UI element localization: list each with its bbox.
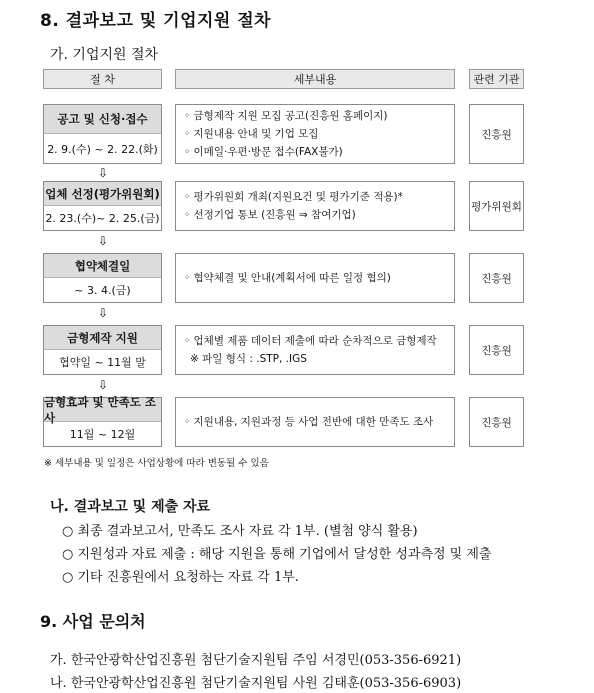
detail-line: ※ 파일 형식 : .STP, .IGS (190, 353, 307, 365)
step-org: 평가위원회 (469, 181, 524, 231)
bullet-item: ○ 최종 결과보고서, 만족도 조사 자료 각 1부. (별첨 양식 활용) (62, 524, 418, 539)
step-details (175, 181, 455, 231)
step-name: 협약체결일 (44, 254, 161, 278)
detail-line: ◦ 지원내용 안내 및 기업 모집 (184, 128, 319, 140)
step-details (175, 397, 455, 447)
step-details (175, 325, 455, 375)
detail-line: ◦ 지원내용, 지원과정 등 사업 전반에 대한 만족도 조사 (184, 416, 434, 428)
section8-title: 8. 결과보고 및 기업지원 절차 (40, 11, 272, 31)
detail-line: ◦ 협약체결 및 안내(계획서에 따른 일정 협의) (184, 272, 391, 284)
detail-line: ◦ 이메일·우편·방문 접수(FAX불가) (184, 146, 343, 158)
contact-item: 가. 한국안광학산업진흥원 첨단기술지원팀 주임 서경민(053-356-6921) (50, 653, 462, 668)
step-org: 진흥원 (469, 397, 524, 447)
subsection-a-title: 가. 기업지원 절차 (50, 47, 159, 63)
step-name: 금형효과 및 만족도 조사 (44, 398, 161, 422)
step-box (43, 325, 162, 375)
detail-line: ◦ 평가위원회 개최(지원요건 및 평가기준 적용)* (184, 191, 403, 203)
step-details (175, 253, 455, 303)
step-org: 진흥원 (469, 253, 524, 303)
schedule-note: ※ 세부내용 및 일정은 사업상황에 따라 변동될 수 있음 (44, 458, 269, 469)
step-box (43, 394, 162, 447)
step-details (175, 104, 455, 164)
bullet-item: ○ 기타 진흥원에서 요청하는 자료 각 1부. (62, 570, 299, 585)
contact-item: 나. 한국안광학산업진흥원 첨단기술지원팀 사원 김태훈(053-356-6903) (50, 676, 462, 691)
step-period: 협약일 ~ 11월 말 (59, 356, 146, 369)
bullet-item: ○ 지원성과 자료 제출 : 해당 지원을 통해 기업에서 달성한 성과측정 및 제출 (62, 547, 492, 562)
step-name: 업체 선정(평가위원회) (44, 182, 161, 206)
step-box (43, 104, 162, 164)
down-arrow-icon: ⇩ (97, 234, 109, 248)
step-period: 2. 23.(수)~ 2. 25.(금) (45, 212, 160, 225)
step-org: 진흥원 (469, 104, 524, 164)
step-period: ~ 3. 4.(금) (74, 284, 131, 297)
header-details: 세부내용 (175, 69, 455, 89)
section9-title: 9. 사업 문의처 (40, 612, 146, 631)
down-arrow-icon: ⇩ (97, 378, 109, 392)
step-name: 금형제작 지원 (44, 326, 161, 350)
detail-line: ◦ 선정기업 통보 (진흥원 ⇒ 참여기업) (184, 209, 356, 221)
subsection-b-title: 나. 결과보고 및 제출 자료 (50, 499, 211, 515)
step-period: 2. 9.(수) ~ 2. 22.(화) (47, 142, 158, 156)
down-arrow-icon: ⇩ (97, 306, 109, 320)
step-name: 공고 및 신청·접수 (44, 105, 161, 134)
down-arrow-icon: ⇩ (97, 166, 109, 180)
detail-line: ◦ 업체별 제품 데이터 제출에 따라 순차적으로 금형제작 (184, 335, 437, 347)
header-org: 관련 기관 (469, 69, 524, 89)
step-org: 진흥원 (469, 325, 524, 375)
step-period: 11월 ~ 12월 (69, 428, 136, 441)
detail-line: ◦ 금형제작 지원 모집 공고(진흥원 홈페이지) (184, 110, 388, 122)
step-box (43, 181, 162, 231)
step-box (43, 253, 162, 303)
header-step: 절 차 (43, 69, 162, 89)
